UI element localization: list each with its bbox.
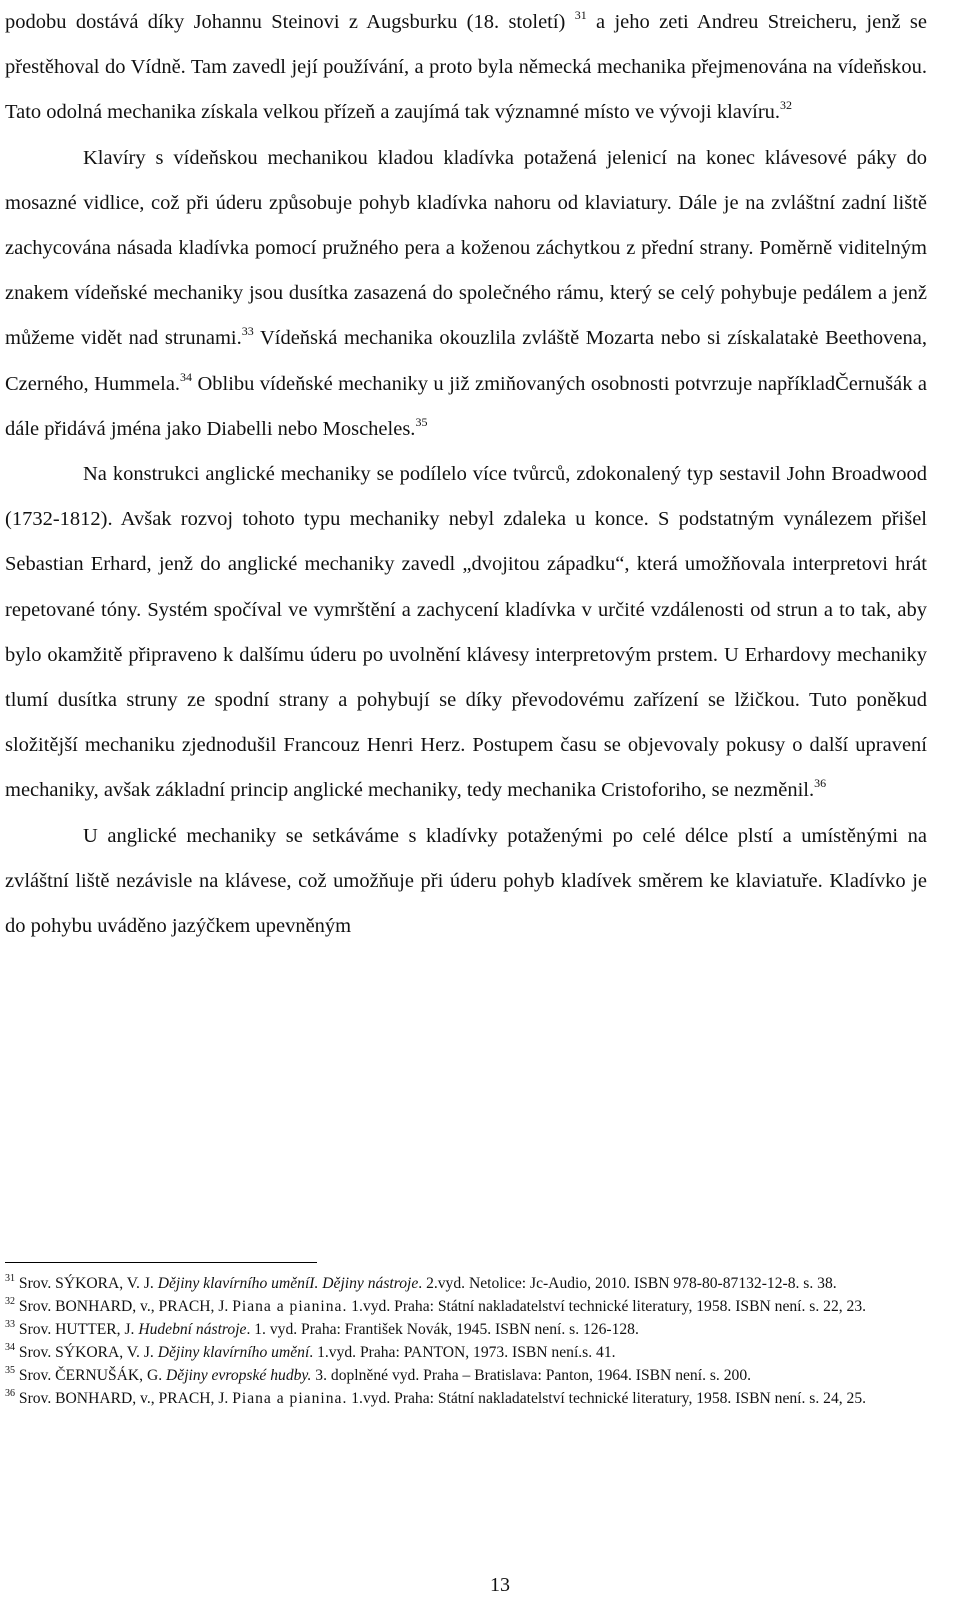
text-run: U anglické mechaniky se setkáváme s kladívky potaženými po celé délce plstí a umístěnými na zvláštní liště nezávisle na klávese, což umožňuje při úderu pohyb kladívek směrem ke klaviatuře. Kladívko je do pohybu uváděno jazýčkem upevněným <box>5 824 927 938</box>
footnote-number: 34 <box>5 1342 15 1353</box>
text-run: . 1.vyd. Praha: PANTON, 1973. ISBN není.s. 41. <box>309 1344 616 1361</box>
book-title: Dějiny klavírního uměníI. Dějiny nástroje <box>157 1275 419 1292</box>
page-number: 13 <box>490 1574 510 1596</box>
text-run: Srov. BONHARD, v., PRACH, J. <box>15 1390 233 1407</box>
book-title: Piana a pianina. <box>232 1390 348 1407</box>
text-run: Srov. SÝKORA, V. J. <box>15 1275 158 1292</box>
text-run: Na konstrukci anglické mechaniky se podílelo více tvůrců, zdokonalený typ sestavil John Broadwood (1732-1812). Avšak rozvoj tohoto typu mechaniky nebyl zdaleka u konce. S podstatným vynálezem přišel Sebastian Erhard, jenž do anglické mechaniky zavedl „dvojitou západku“, která umožňovala interpretovi hrát repetované tóny. Systém spočíval ve vymrštění a zachycení kladívka v určité vzdálenosti od strun a to tak, aby bylo okamžitě připraveno k dalšímu úderu po uvolnění klávesy interpretovým prstem. U Erhardovy mechaniky tlumí dusítka struny ze spodní strany a pohybují se díky převodovému zařízení se lžičkou. Tuto poněkud složitější mechaniku zjednodušil Francouz Henri Herz. Postupem času se objevovaly pokusy o další upravení mechaniky, avšak základní princip anglické mechaniky, tedy mechanika Cristoforiho, se nezměnil. <box>5 463 927 802</box>
book-title: Hudební nástroje <box>138 1321 247 1338</box>
footnote-reference: 32 <box>780 98 793 113</box>
footnote <box>5 1364 905 1387</box>
text-run: a jeho zeti Andreu Streicheru, jenž se přestěhoval do Vídně. Tam zavedl její používání, a proto byla německá mechanika přejmenována na vídeňskou. Tato odolná mechanika získala velkou přízeň a zaujímá tak významné místo ve vývoji klavíru. <box>5 11 927 124</box>
book-title: Dějiny klavírního umění <box>157 1344 310 1361</box>
footnote-number: 35 <box>5 1365 15 1376</box>
text-run: Klavíry s vídeňskou mechanikou kladou kladívka potažená jelenicí na konec klávesové páky do mosazné vidlice, což při úderu způsobuje pohyb kladívka nahoru od klaviatury. Dále je na zvláštní zadní liště zachycována násada kladívka pomocí pružného pera a koženou záchytkou z přední strany. Poměrně viditelným znakem vídeňské mechaniky jsou dusítka zasazená do společného rámu, který se celý pohybuje pedálem a jenž můžeme vidět nad strunami. <box>5 146 927 350</box>
text-run: Srov. ČERNUŠÁK, G. <box>15 1367 167 1384</box>
book-title: Piana a pianina. <box>232 1298 348 1315</box>
text-run: 1.vyd. Praha: Státní nakladatelství technické literatury, 1958. ISBN není. s. 24, 25. <box>347 1390 867 1407</box>
footnote-number: 31 <box>5 1273 15 1284</box>
footnote <box>5 1318 905 1341</box>
text-run: podobu dostává díky Johannu Steinovi z Augsburku (18. století) <box>5 11 575 33</box>
text-run: Srov. SÝKORA, V. J. <box>15 1344 158 1361</box>
paragraph <box>5 0 927 136</box>
footnote-reference: 36 <box>814 776 827 791</box>
paragraph <box>5 452 927 814</box>
body-text <box>5 0 927 949</box>
text-run: Oblibu vídeňské mechaniky u již zmiňovaných osobnosti potvrzuje napříkladČernušák a dále přidává jména jako Diabelli nebo Moscheles. <box>5 372 927 440</box>
footnote-reference: 35 <box>415 414 428 429</box>
text-run: Srov. HUTTER, J. <box>15 1321 139 1338</box>
text-run: . 2.vyd. Netolice: Jc-Audio, 2010. ISBN 978-80-87132-12-8. s. 38. <box>418 1275 837 1292</box>
footnote-number: 32 <box>5 1296 15 1307</box>
paragraph <box>5 814 927 950</box>
footnote-reference: 31 <box>574 8 587 22</box>
footnotes <box>5 1272 905 1410</box>
footnote-reference: 33 <box>241 324 254 339</box>
footnote <box>5 1295 905 1318</box>
text-run: 1.vyd. Praha: Státní nakladatelství technické literatury, 1958. ISBN není. s. 22, 23. <box>347 1298 867 1315</box>
text-run: Srov. BONHARD, v., PRACH, J. <box>15 1298 233 1315</box>
text-run: 3. doplněné vyd. Praha – Bratislava: Panton, 1964. ISBN není. s. 200. <box>311 1367 752 1384</box>
text-run: Vídeňská mechanika okouzlila zvláště Mozarta nebo si získalatakė Beethovena, Czerného, Hummela. <box>5 327 927 395</box>
footnote-reference: 34 <box>180 369 193 384</box>
footnote <box>5 1387 905 1410</box>
footnote <box>5 1272 905 1295</box>
footnote-number: 36 <box>5 1388 15 1399</box>
text-run: . 1. vyd. Praha: František Novák, 1945. ISBN není. s. 126-128. <box>246 1321 639 1338</box>
footnote-number: 33 <box>5 1319 15 1330</box>
footnote <box>5 1341 905 1364</box>
book-title: Dějiny evropské hudby. <box>166 1367 312 1384</box>
paragraph <box>5 136 927 452</box>
footnote-separator <box>5 1262 317 1263</box>
